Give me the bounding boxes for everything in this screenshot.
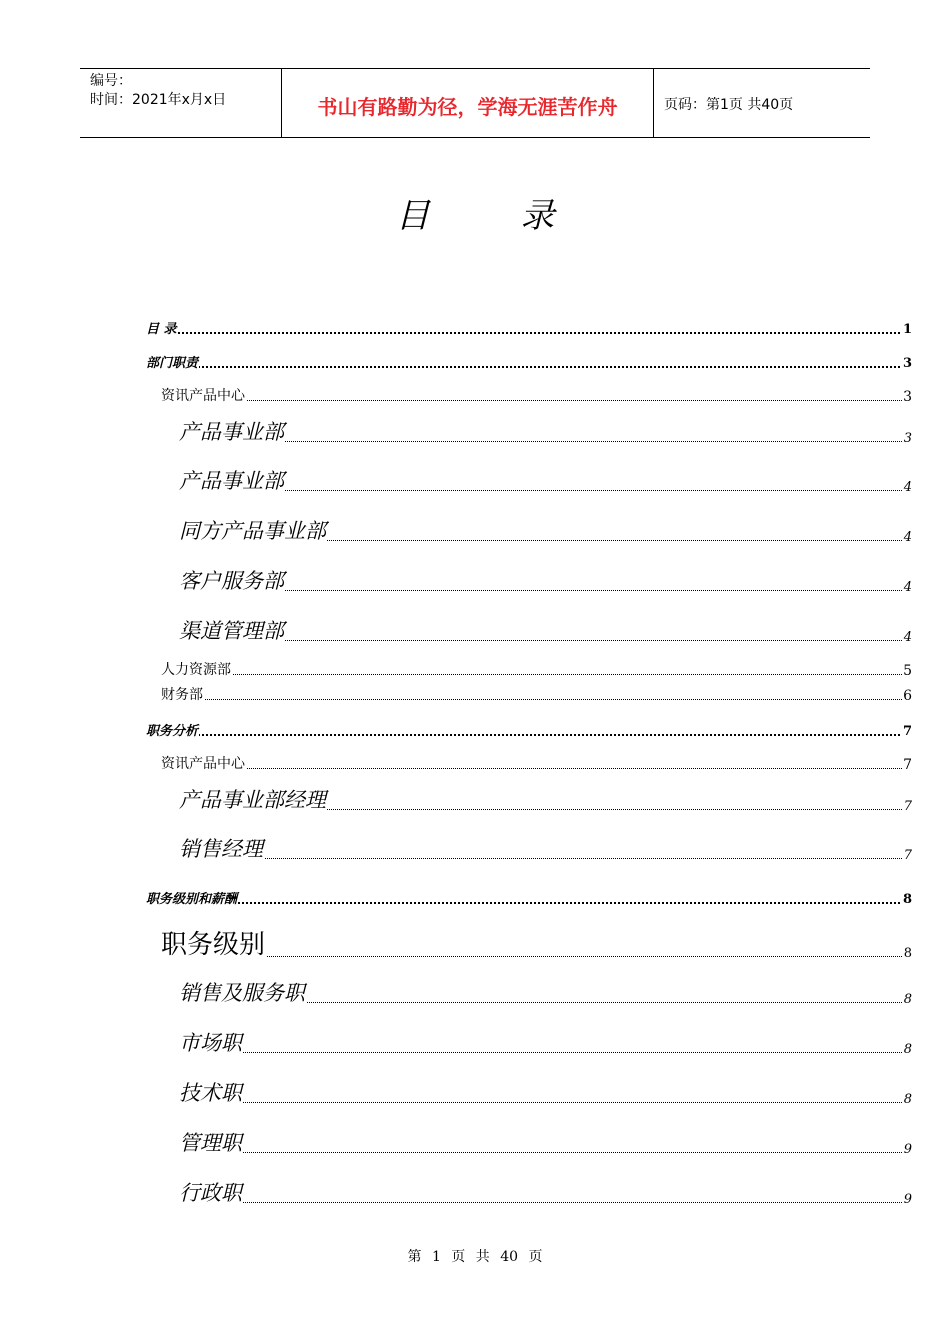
dot-leader — [179, 640, 904, 641]
toc-entry-label: 管理职 — [179, 1127, 243, 1157]
date-label: 时间：2021年x月x日 — [90, 92, 227, 108]
toc-entry-page: 4 — [903, 580, 912, 595]
dot-leader — [146, 734, 904, 736]
dot-leader — [161, 674, 904, 675]
toc-entry-label: 产品事业部经理 — [179, 784, 327, 814]
toc-entry-page: 4 — [903, 530, 912, 545]
toc-entry-label: 渠道管理部 — [179, 615, 285, 645]
dot-leader — [179, 1202, 904, 1203]
dot-leader — [179, 858, 904, 859]
toc-entry[interactable] — [0, 1077, 950, 1107]
page-title: 目 录 — [395, 196, 595, 236]
toc-entry[interactable] — [0, 307, 950, 337]
dot-leader — [179, 1102, 904, 1103]
toc-entry-page: 8 — [902, 892, 912, 907]
toc-entry-page: 4 — [903, 630, 912, 645]
serial-number-label: 编号： — [90, 73, 132, 89]
toc-entry[interactable] — [0, 1127, 950, 1157]
dot-leader — [161, 956, 904, 957]
toc-entry[interactable] — [0, 931, 950, 961]
toc-entry-page: 8 — [903, 1092, 912, 1107]
toc-entry[interactable] — [0, 1027, 950, 1057]
toc-entry[interactable] — [0, 615, 950, 645]
toc-entry-page: 7 — [903, 848, 912, 863]
dot-leader — [146, 366, 904, 368]
toc-entry[interactable] — [0, 877, 950, 907]
toc-entry-page: 7 — [902, 724, 912, 739]
toc-entry-label: 技术职 — [179, 1077, 243, 1107]
toc-entry-page: 3 — [903, 389, 912, 405]
toc-entry[interactable] — [0, 465, 950, 495]
toc-entry-label: 职务级别和薪酬 — [146, 888, 238, 907]
toc-entry-page: 8 — [903, 946, 912, 961]
toc-entry[interactable] — [0, 341, 950, 371]
toc-entry[interactable] — [0, 833, 950, 863]
toc-entry-label: 资讯产品中心 — [161, 753, 246, 773]
dot-leader — [146, 332, 904, 334]
header-meta-cell — [80, 69, 282, 137]
toc-entry-page: 7 — [903, 799, 912, 814]
page-footer: 第 1 页 共 40 页 — [407, 1249, 543, 1265]
toc-entry[interactable] — [0, 565, 950, 595]
dot-leader — [179, 490, 904, 491]
toc-entry-page: 8 — [903, 1042, 912, 1057]
toc-entry-label: 客户服务部 — [179, 565, 285, 595]
toc-entry-page: 7 — [903, 757, 912, 773]
toc-entry-label: 职务级别 — [161, 924, 266, 961]
toc-entry-page: 3 — [903, 431, 912, 446]
toc-entry-page: 3 — [902, 356, 912, 371]
toc-entry-label: 人力资源部 — [161, 659, 232, 679]
toc-entry-page: 5 — [903, 663, 912, 679]
toc-entry-page: 4 — [903, 480, 912, 495]
dot-leader — [179, 1152, 904, 1153]
toc-entry-label: 目 录 — [146, 318, 178, 337]
toc-entry-label: 产品事业部 — [179, 416, 285, 446]
toc-entry-label: 销售经理 — [179, 833, 264, 863]
toc-entry[interactable] — [0, 416, 950, 446]
dot-leader — [179, 590, 904, 591]
header-page-info: 页码：第1页 共40页 — [664, 97, 794, 113]
toc-entry-label: 产品事业部 — [179, 465, 285, 495]
toc-entry[interactable] — [0, 709, 950, 739]
toc-entry[interactable] — [0, 515, 950, 545]
document-header — [80, 68, 870, 138]
toc-entry-label: 市场职 — [179, 1027, 243, 1057]
toc-entry[interactable] — [0, 375, 950, 405]
toc-entry-page: 1 — [902, 322, 912, 337]
toc-entry-page: 9 — [903, 1192, 912, 1207]
toc-entry[interactable] — [0, 1177, 950, 1207]
toc-entry-label: 财务部 — [161, 684, 204, 704]
dot-leader — [161, 400, 904, 401]
toc-entry-label: 资讯产品中心 — [161, 385, 246, 405]
toc-entry[interactable] — [0, 674, 950, 704]
toc-entry-page: 8 — [903, 992, 912, 1007]
header-motto: 书山有路勤为径，学海无涯苦作舟 — [282, 69, 654, 137]
toc-entry-label: 同方产品事业部 — [179, 515, 327, 545]
toc-entry-label: 职务分析 — [146, 720, 199, 739]
toc-entry-label: 销售及服务职 — [179, 977, 306, 1007]
dot-leader — [161, 768, 904, 769]
dot-leader — [179, 1052, 904, 1053]
dot-leader — [161, 699, 904, 700]
toc-entry-page: 9 — [903, 1142, 912, 1157]
toc-entry-label: 部门职责 — [146, 352, 199, 371]
toc-entry[interactable] — [0, 784, 950, 814]
dot-leader — [179, 441, 904, 442]
toc-entry[interactable] — [0, 743, 950, 773]
toc-entry-label: 行政职 — [179, 1177, 243, 1207]
toc-entry[interactable] — [0, 977, 950, 1007]
toc-entry-page: 6 — [903, 688, 912, 704]
dot-leader — [146, 902, 904, 904]
